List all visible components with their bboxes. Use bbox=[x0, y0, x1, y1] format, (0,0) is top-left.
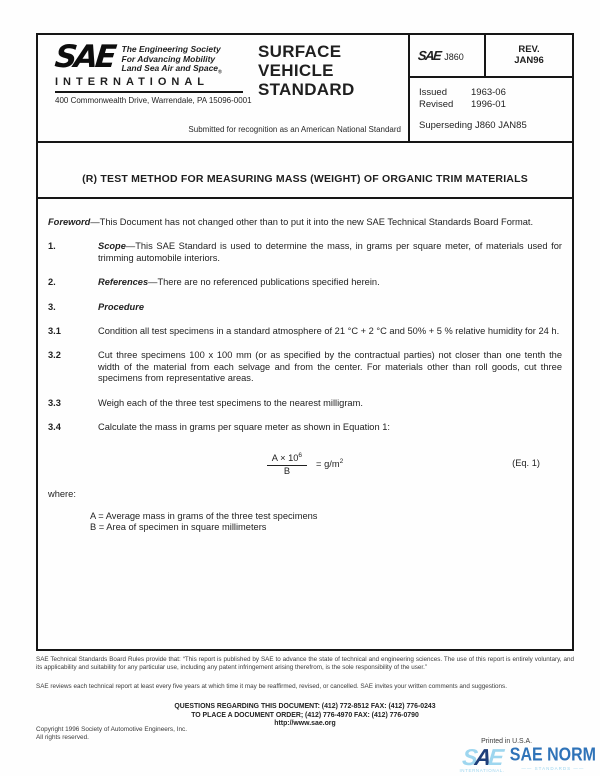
rights-reserved-line: All rights reserved. bbox=[36, 734, 89, 742]
submitted-note: Submitted for recognition as an American National Standard bbox=[188, 125, 401, 134]
section-number: 1. bbox=[48, 241, 56, 252]
section-number: 3.1 bbox=[48, 326, 61, 337]
section-3-4 bbox=[48, 422, 562, 433]
document-title: (R) TEST METHOD FOR MEASURING MASS (WEIGHT) OF ORGANIC TRIM MATERIALS bbox=[82, 173, 528, 185]
stamp-international-label: INTERNATIONAL. bbox=[459, 768, 505, 773]
rev-label: REV. bbox=[518, 44, 540, 55]
section-3-1 bbox=[48, 326, 562, 337]
section-number: 3.4 bbox=[48, 422, 61, 433]
section-3-2 bbox=[48, 350, 562, 384]
rev-value: JAN96 bbox=[514, 55, 544, 66]
issued-label: Issued bbox=[419, 87, 447, 98]
website-url: http://www.sae.org bbox=[274, 720, 336, 728]
sae-logotype: SAE bbox=[53, 39, 116, 75]
registered-mark-icon: ® bbox=[218, 69, 222, 76]
logo-taglines bbox=[122, 43, 222, 78]
equation-1 bbox=[48, 449, 562, 477]
definition-list bbox=[48, 511, 562, 534]
section-procedure bbox=[48, 302, 562, 313]
equation-label: (Eq. 1) bbox=[512, 458, 540, 469]
section-text: Scope—This SAE Standard is used to determine the mass, in grams per square meter, of materials used for trimming automobile interiors. bbox=[98, 241, 562, 263]
section-text: Condition all test specimens in a standard atmosphere of 21 °C + 2 °C and 50% + 5 % relative humidity for 24 h. bbox=[98, 326, 560, 337]
section-number: 3. bbox=[48, 301, 56, 312]
superseding-note: Superseding J860 JAN85 bbox=[419, 120, 527, 131]
header-left-cell bbox=[38, 35, 410, 141]
section-text: Procedure bbox=[98, 301, 144, 312]
section-text: Weigh each of the three test specimens to the nearest milligram. bbox=[98, 397, 363, 408]
section-text: Cut three specimens 100 x 100 mm (or as specified by the contractual parties) not closer than one tenth the width of the material from each selvage and from the center. For materials other than roll goods, cut three specimens from representative areas. bbox=[98, 350, 562, 384]
printed-note: Printed in U.S.A. bbox=[481, 738, 532, 745]
where-label: where: bbox=[48, 489, 76, 500]
stamp-name: SAE NORM bbox=[509, 745, 596, 766]
sae-norm-stamp bbox=[459, 744, 596, 773]
header-right-top-row bbox=[410, 35, 572, 78]
foreword-paragraph bbox=[48, 217, 562, 228]
tagline-1: The Engineering Society bbox=[121, 44, 221, 54]
sae-logo bbox=[53, 39, 222, 78]
doc-code-cell bbox=[410, 35, 486, 76]
tagline-3: Land Sea Air and Space$_®$ bbox=[121, 63, 222, 76]
doc-type-line-1: SURFACE bbox=[258, 42, 342, 61]
tagline-2: For Advancing Mobility bbox=[121, 53, 216, 64]
section-number: 3.3 bbox=[48, 397, 61, 408]
stamp-wordmark bbox=[510, 747, 596, 771]
doc-number: J860 bbox=[444, 51, 464, 62]
footer-contact-block bbox=[36, 703, 574, 729]
doc-type-line-2: VEHICLE bbox=[258, 61, 334, 80]
header-box bbox=[36, 33, 574, 143]
revised-label: Revised bbox=[419, 99, 454, 110]
publisher-address: 400 Commonwealth Drive, Warrendale, PA 15096-0001 bbox=[55, 96, 252, 105]
foreword-term: Foreword bbox=[48, 217, 91, 227]
fraction-numerator: $A \times 10^6$ bbox=[267, 453, 307, 466]
section-text: Calculate the mass in grams per square meter as shown in Equation 1: bbox=[98, 422, 390, 433]
international-label: INTERNATIONAL bbox=[55, 76, 243, 93]
main-content-box bbox=[36, 197, 574, 651]
equation-result: = $g/m^2$ bbox=[316, 458, 344, 470]
section-number: 2. bbox=[48, 277, 56, 288]
section-3-3 bbox=[48, 398, 562, 409]
copyright-line: Copyright 1996 Society of Automotive Engineers, Inc. bbox=[36, 726, 187, 733]
stamp-standards-label: —— STANDARDS —— bbox=[521, 766, 585, 771]
issued-row bbox=[419, 87, 572, 99]
footer-legal-paragraph-2: SAE reviews each technical report at least every five years at which time it may be reaffirmed, revised, or cancelled. SAE invites your written comments and suggestions. bbox=[36, 683, 507, 690]
issue-history-cell bbox=[410, 78, 572, 132]
questions-line: QUESTIONS REGARDING THIS DOCUMENT: (412) 772-8512 FAX: (412) 776-0243 bbox=[174, 703, 436, 710]
order-line: TO PLACE A DOCUMENT ORDER; (412) 776-4970 FAX: (412) 776-0790 bbox=[191, 711, 419, 719]
revision-cell bbox=[486, 35, 572, 76]
section-text: References—There are no referenced publications specified herein. bbox=[98, 277, 380, 288]
fraction-denominator: B bbox=[283, 465, 291, 476]
section-references bbox=[48, 277, 562, 288]
definition-item-a: A = Average mass in grams of the three test specimens bbox=[90, 510, 318, 521]
revised-value: 1996-01 bbox=[471, 99, 506, 110]
footer-legal-paragraph-1: SAE Technical Standards Board Rules provide that: “This report is published by SAE to advance the state of technical and engineering sciences. The use of this report is entirely voluntary, and its applicability and suitability for any particular use, including any patent infringement arising therefrom, is the sole responsibility of the user.” bbox=[36, 656, 574, 672]
foreword-text: —This Document has not changed other than to put it into the new SAE Technical Standards Board Format. bbox=[90, 217, 534, 227]
doc-type-line-3: STANDARD bbox=[258, 80, 355, 99]
section-number: 3.2 bbox=[48, 350, 61, 361]
copyright-block bbox=[36, 726, 187, 742]
sae-mark: SAE bbox=[417, 48, 442, 63]
fraction bbox=[267, 449, 307, 477]
title-box bbox=[36, 141, 574, 199]
stamp-sae-icon: SAE INTERNATIONAL. bbox=[459, 744, 505, 773]
section-scope bbox=[48, 241, 562, 264]
document-type-title bbox=[258, 42, 355, 99]
issued-value: 1963-06 bbox=[471, 87, 506, 98]
definition-item-b: B = Area of specimen in square millimeters bbox=[90, 522, 267, 533]
header-right-cell bbox=[410, 35, 572, 141]
revised-row bbox=[419, 99, 572, 111]
